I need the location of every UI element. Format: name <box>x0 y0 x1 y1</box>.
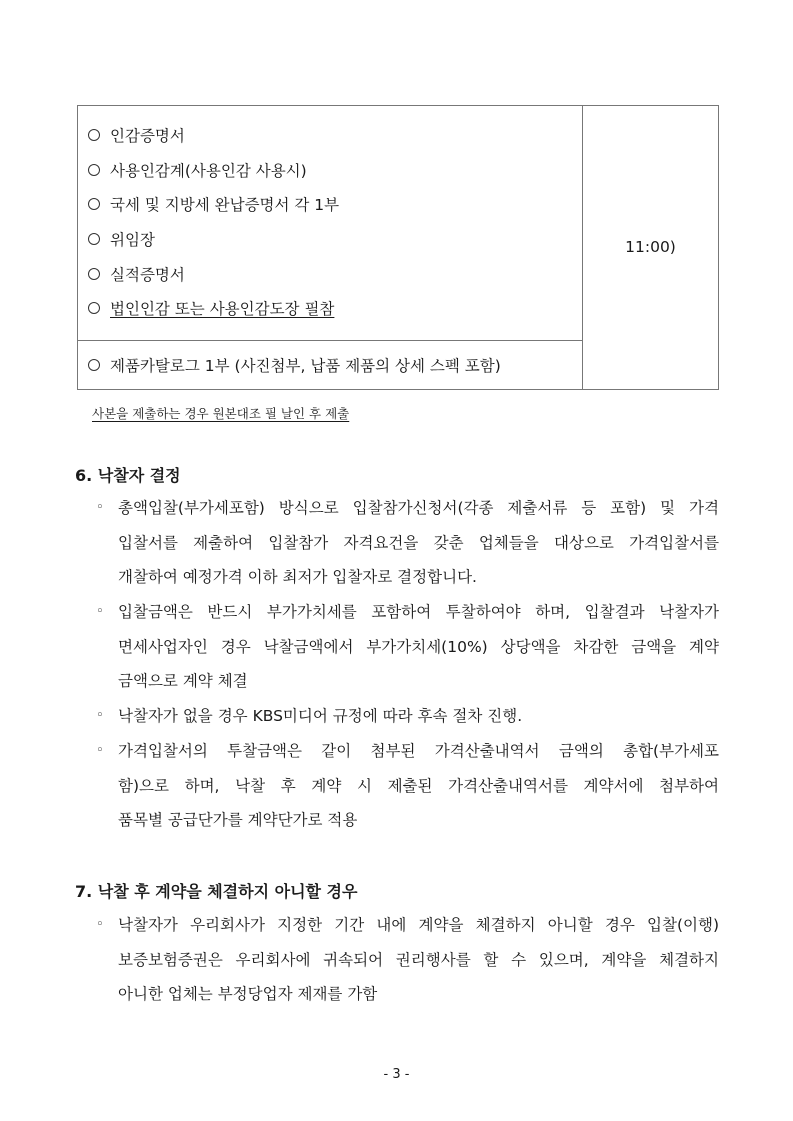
section-6-heading: 6. 낙찰자 결정 <box>75 466 181 485</box>
catalog-item-label: 제품카탈로그 1부 (사진첨부, 납품 제품의 상세 스펙 포함) <box>110 356 501 375</box>
bullet-line <box>96 734 719 769</box>
circle-bullet-icon <box>88 129 100 141</box>
bullet-line <box>96 491 719 526</box>
circle-bullet-icon <box>88 268 100 280</box>
bullet-line <box>96 664 719 699</box>
section-7-bullet-1 <box>96 908 719 1012</box>
required-document-label: 실적증명서 <box>110 265 185 284</box>
page-number: - 3 - <box>383 1067 410 1082</box>
bullet-line <box>96 943 719 978</box>
bullet-mark: ◦ <box>96 604 104 619</box>
bullet-mark: ◦ <box>96 917 104 932</box>
bullet-text: 가격입찰서의 투찰금액은 같이 첨부된 가격산출내역서 금액의 총합(부가세포 <box>118 742 719 760</box>
required-document-label: 사용인감계(사용인감 사용시) <box>110 161 307 180</box>
section-6-bullet-2 <box>96 595 719 699</box>
required-document-label: 인감증명서 <box>110 127 185 146</box>
bullet-text: 면세사업자인 경우 낙찰금액에서 부가가치세(10%) 상당액을 차감한 금액을 계약 <box>118 637 719 656</box>
bullet-text: 개찰하여 예정가격 이하 최저가 입찰자로 결정합니다. <box>118 568 477 587</box>
bullet-line <box>96 769 719 804</box>
bullet-line <box>96 630 719 665</box>
bullet-line <box>96 526 719 561</box>
copy-submission-note: 사본을 제출하는 경우 원본대조 필 날인 후 제출 <box>92 406 350 421</box>
circle-bullet-icon <box>88 233 100 245</box>
bullet-line <box>96 560 719 595</box>
circle-bullet-icon <box>88 164 100 176</box>
required-document-item <box>88 222 582 257</box>
bullet-text: 금액으로 계약 체결 <box>118 672 248 691</box>
circle-bullet-icon <box>88 198 100 210</box>
section-7-heading: 7. 낙찰 후 계약을 체결하지 아니할 경우 <box>75 882 358 901</box>
required-document-item <box>88 153 582 188</box>
bullet-text: 함)으로 하며, 낙찰 후 계약 시 제출된 가격산출내역서를 계약서에 첨부하여 <box>118 776 719 795</box>
required-document-item <box>88 291 582 326</box>
section-6-bullet-4 <box>96 734 719 838</box>
required-document-item <box>88 256 582 291</box>
required-documents-cell <box>78 106 583 341</box>
section-6-bullet-3 <box>96 699 719 734</box>
bullet-text: 총액입찰(부가세포함) 방식으로 입찰참가신청서(각종 제출서류 등 포함) 및 가격 <box>118 499 719 517</box>
circle-bullet-icon <box>88 302 100 314</box>
bullet-text: 입찰서를 제출하여 입찰참가 자격요건을 갖춘 업체들을 대상으로 가격입찰서를 <box>118 533 719 552</box>
bullet-line <box>96 803 719 838</box>
bullet-text: 낙찰자가 없을 경우 KBS미디어 규정에 따라 후속 절차 진행. <box>118 707 523 725</box>
circle-bullet-icon <box>88 359 100 371</box>
bullet-mark: ◦ <box>96 500 104 515</box>
catalog-item <box>78 341 582 389</box>
section-6-bullet-1 <box>96 491 719 595</box>
bullet-text: 보증보험증권은 우리회사에 귀속되어 권리행사를 할 수 있으며, 계약을 체결하지 <box>118 950 719 969</box>
bullet-text: 입찰금액은 반드시 부가가치세를 포함하여 투찰하여야 하며, 입찰결과 낙찰자가 <box>118 603 719 621</box>
bullet-mark: ◦ <box>96 708 104 723</box>
time-cell: 11:00) <box>583 106 719 390</box>
bullet-line <box>96 977 719 1012</box>
bullet-line <box>96 595 719 630</box>
bullet-line <box>96 699 719 734</box>
bullet-text: 품목별 공급단가를 계약단가로 적용 <box>118 811 358 830</box>
required-documents-table <box>77 105 719 390</box>
bullet-line <box>96 908 719 943</box>
bullet-text: 아니한 업체는 부정당업자 제재를 가함 <box>118 985 378 1004</box>
required-document-label: 국세 및 지방세 완납증명서 각 1부 <box>110 196 340 215</box>
bullet-text: 낙찰자가 우리회사가 지정한 기간 내에 계약을 체결하지 아니할 경우 입찰(이행) <box>118 916 719 934</box>
bullet-mark: ◦ <box>96 743 104 758</box>
catalog-cell <box>78 340 583 389</box>
required-document-item <box>88 187 582 222</box>
required-document-label: 법인인감 또는 사용인감도장 필참 <box>110 300 335 319</box>
required-document-label: 위임장 <box>110 231 155 250</box>
required-document-item <box>88 118 582 153</box>
